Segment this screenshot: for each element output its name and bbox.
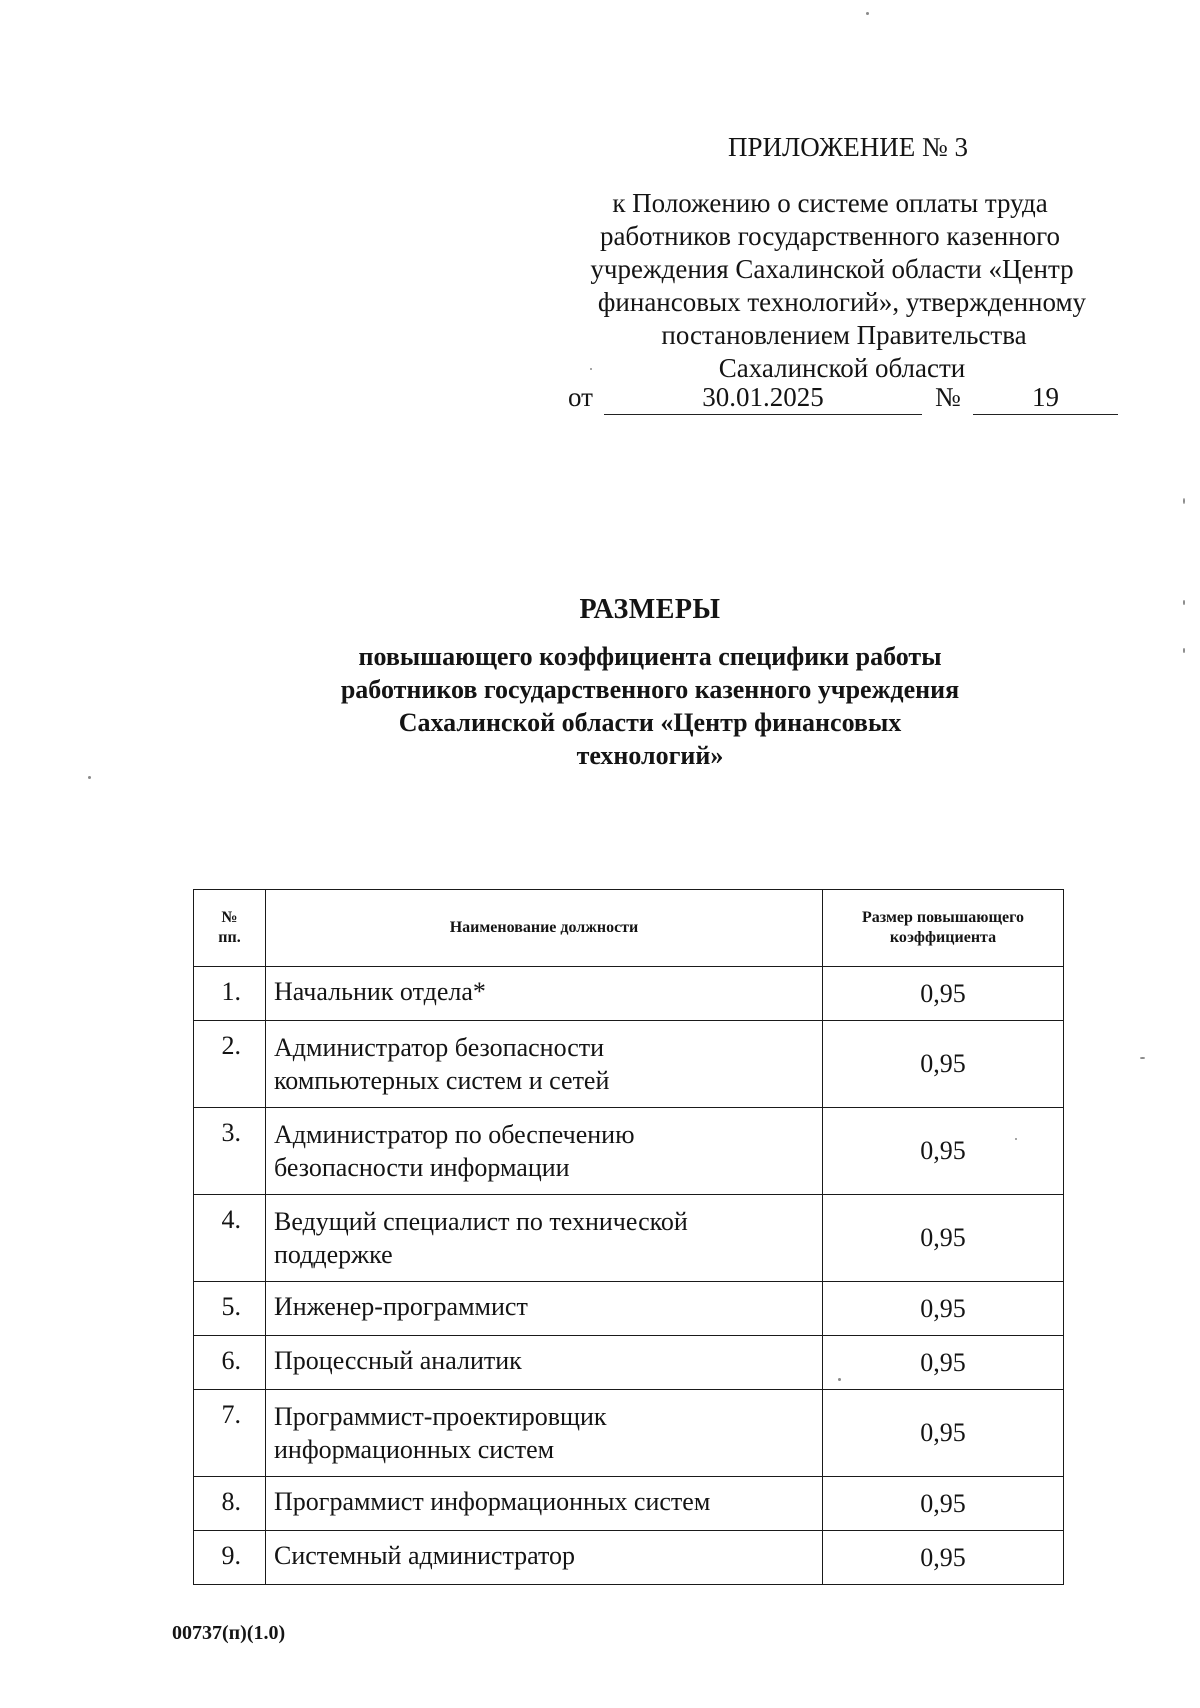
table-row: [194, 1282, 1064, 1336]
document-code: 00737(п)(1.0): [172, 1622, 286, 1644]
subtitle-line: работников государственного казенного учреждения: [340, 675, 960, 704]
position-name-line: поддержке: [274, 1240, 393, 1269]
scan-speck: [1140, 1057, 1145, 1059]
coefficient-value: 0,95: [823, 1531, 1064, 1585]
header-coefficient-line: Размер повышающего: [861, 909, 1025, 926]
position-name: [266, 1108, 823, 1195]
subtitle-line: повышающего коэффициента специфики работы: [358, 642, 942, 671]
table-row: [194, 1108, 1064, 1195]
row-number: 9.: [194, 1531, 266, 1585]
table-row: [194, 1021, 1064, 1108]
coefficient-value: 0,95: [823, 1390, 1064, 1477]
table-header-row: [194, 890, 1064, 967]
table-row: [194, 1336, 1064, 1390]
scan-speck: [1183, 600, 1185, 605]
row-number: 4.: [194, 1195, 266, 1282]
coefficient-value: 0,95: [823, 1336, 1064, 1390]
row-number: 5.: [194, 1282, 266, 1336]
position-name: [266, 1390, 823, 1477]
annex-title: ПРИЛОЖЕНИЕ № 3: [727, 132, 969, 162]
subtitle-line: Сахалинской области «Центр финансовых: [398, 708, 902, 737]
annex-line: работников государственного казенного: [599, 221, 1061, 251]
position-name-line: Ведущий специалист по технической: [274, 1207, 688, 1236]
scan-speck: [838, 1378, 841, 1381]
annex-line: Сахалинской области: [718, 353, 966, 383]
table-row: [194, 1195, 1064, 1282]
table-row: [194, 967, 1064, 1021]
position-name-line: Администратор по обеспечению: [274, 1120, 635, 1149]
scan-speck: [1015, 1138, 1017, 1140]
position-name: Начальник отдела*: [266, 967, 823, 1021]
row-number: 2.: [194, 1021, 266, 1108]
coefficient-value: 0,95: [823, 1195, 1064, 1282]
number-sign: №: [935, 382, 961, 412]
subtitle-line: технологий»: [576, 741, 724, 770]
annex-line: к Положению о системе оплаты труда: [612, 188, 1048, 218]
position-name-line: безопасности информации: [274, 1153, 570, 1182]
header-number: [194, 890, 266, 967]
row-number: 3.: [194, 1108, 266, 1195]
resolution-number: 19: [973, 382, 1118, 415]
annex-header: [560, 132, 1100, 385]
row-number: 1.: [194, 967, 266, 1021]
scan-speck: [590, 368, 592, 370]
position-name: Процессный аналитик: [266, 1336, 823, 1390]
position-name-line: компьютерных систем и сетей: [274, 1066, 610, 1095]
position-name: Инженер-программист: [266, 1282, 823, 1336]
position-name: Программист информационных систем: [266, 1477, 823, 1531]
table-row: [194, 1531, 1064, 1585]
scan-speck: [866, 12, 869, 15]
header-coefficient-line: коэффициента: [889, 929, 997, 946]
document-title: РАЗМЕРЫ: [579, 594, 721, 625]
coefficient-table: [193, 889, 1064, 1585]
position-name-line: Администратор безопасности: [274, 1033, 605, 1062]
row-number: 7.: [194, 1390, 266, 1477]
header-coefficient: [823, 890, 1064, 967]
header-number-line: №: [221, 909, 238, 926]
scan-speck: [88, 776, 91, 779]
annex-line: финансовых технологий», утвержденному: [597, 287, 1087, 317]
table-row: [194, 1477, 1064, 1531]
coefficient-value: 0,95: [823, 1282, 1064, 1336]
row-number: 6.: [194, 1336, 266, 1390]
annex-line: постановлением Правительства: [661, 320, 1027, 350]
coefficient-value: 0,95: [823, 1021, 1064, 1108]
coefficient-value: 0,95: [823, 1108, 1064, 1195]
scan-speck: [1183, 498, 1185, 504]
position-name: Системный администратор: [266, 1531, 823, 1585]
table-row: [194, 1390, 1064, 1477]
annex-line: учреждения Сахалинской области «Центр: [590, 254, 1074, 284]
from-label: от: [568, 382, 593, 412]
position-name: [266, 1195, 823, 1282]
resolution-date: 30.01.2025: [604, 382, 922, 415]
resolution-date-number: [568, 382, 1128, 418]
header-position-name: Наименование должности: [266, 890, 823, 967]
position-name-line: Программист-проектировщик: [274, 1402, 607, 1431]
document-subtitle: [200, 640, 1100, 772]
scan-speck: [1183, 648, 1185, 653]
row-number: 8.: [194, 1477, 266, 1531]
position-name-line: информационных систем: [274, 1435, 555, 1464]
header-number-line: пп.: [218, 929, 241, 946]
coefficient-value: 0,95: [823, 1477, 1064, 1531]
coefficient-value: 0,95: [823, 967, 1064, 1021]
position-name: [266, 1021, 823, 1108]
